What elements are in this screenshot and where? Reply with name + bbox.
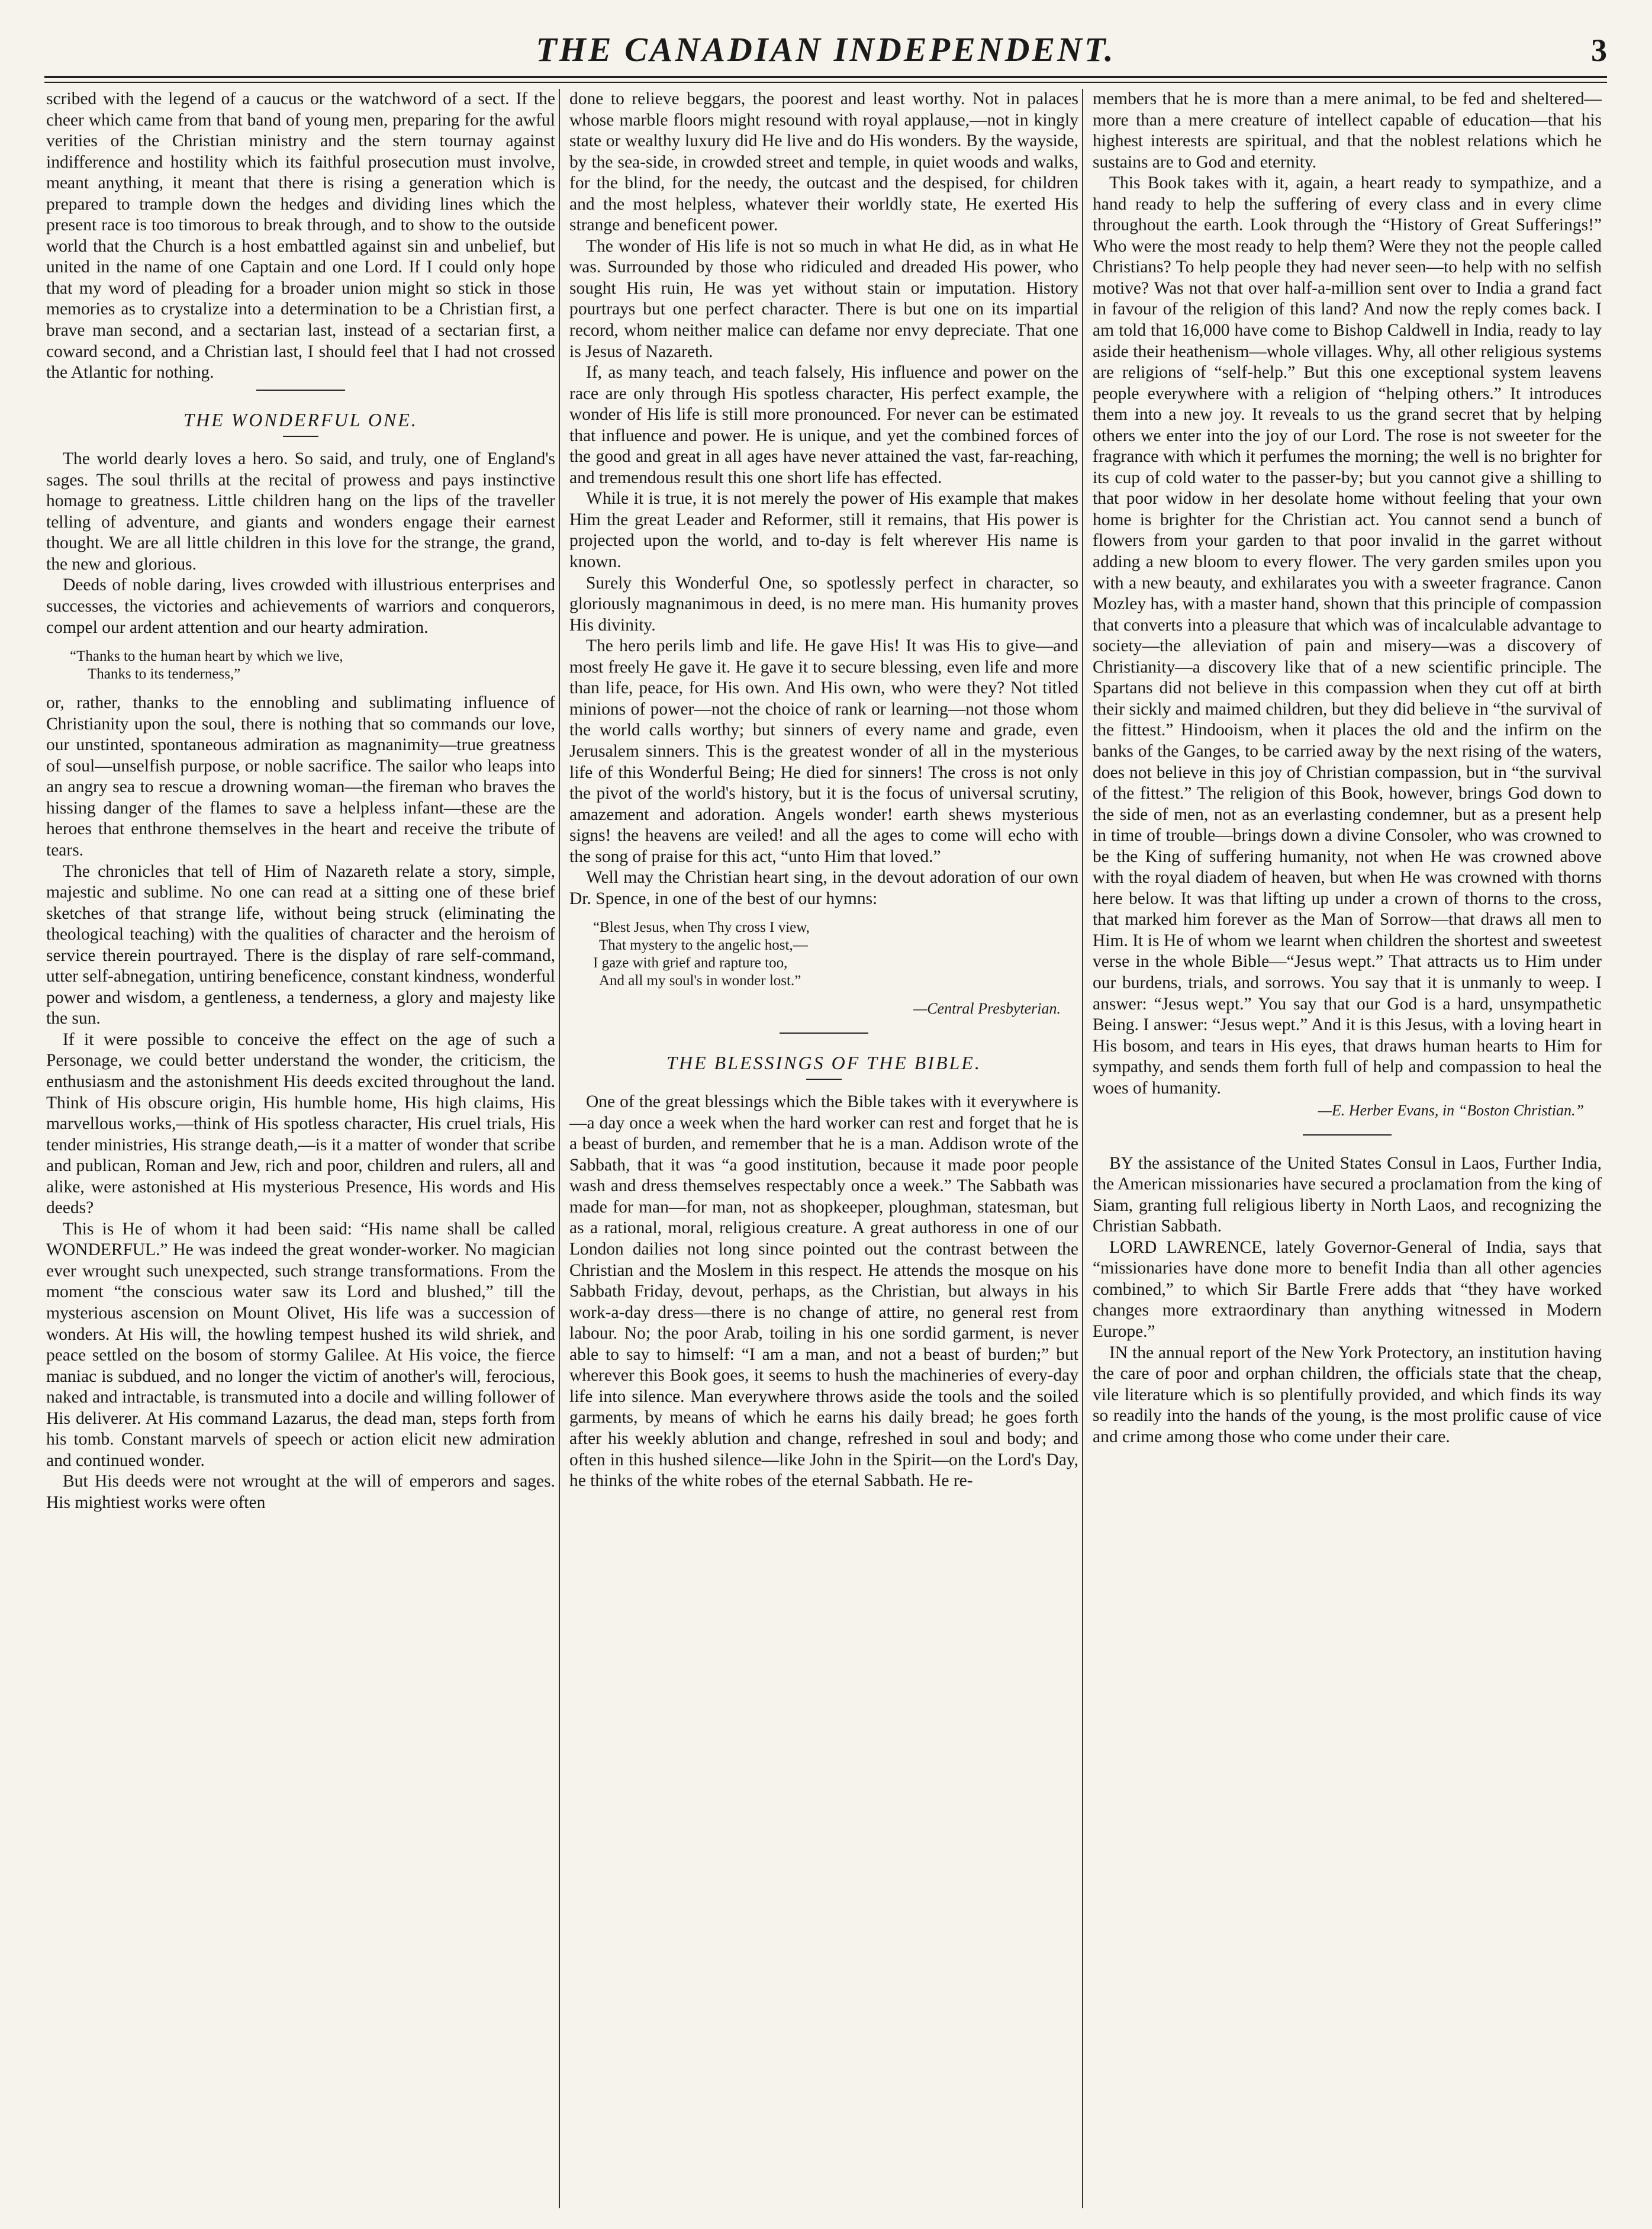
masthead <box>44 24 1607 71</box>
paragraph: But His deeds were not wrought at the will of emperors and sages. His mightiest works were often <box>46 1472 555 1512</box>
quotation <box>70 648 555 683</box>
paragraph: The world dearly loves a hero. So said, and truly, one of England's sages. The soul thrills at the recital of prowess and pays instinctive homage to greatness. Little children hang on the lips of the traveller telling of adventure, and giants and wonders engage their earnest thought. We are all little children in this love for the strange, the grand, the new and glorious. <box>46 449 555 574</box>
hymn-line: And all my soul's in wonder lost.” <box>599 973 801 989</box>
section-rule <box>1303 1134 1392 1136</box>
paragraph: If it were possible to conceive the effect on the age of such a Personage, we could better understand the wonder, the criticism, the enthusiasm and the astonishment His deeds excited throughout the land. Think of His obscure origin, His humble home, His high claims, His marvellous works,—think of His spotless character, His cruel trials, His tender ministries, His strange death,—is it a matter of wonder that scribe and publican, Roman and Jew, rich and poor, children and rulers, all and alike, were astonished at His mysterious Presence, His words and His deeds? <box>46 1030 555 1218</box>
article-heading: THE WONDERFUL ONE. <box>183 409 418 430</box>
paragraph: Surely this Wonderful One, so spotlessly perfect in character, so gloriously magnanimous in deed, is no mere man. His humanity proves His divinity. <box>569 573 1078 635</box>
news-item: LORD LAWRENCE, lately Governor-General of India, says that “missionaries have done more to benefit India than all other agencies combined,” to which Sir Bartle Frere adds that “they have worked changes more extraordinary than anything witnessed in Modern Europe.” <box>1093 1237 1602 1341</box>
article-continuation: done to relieve beggars, the poorest and least worthy. Not in palaces whose marble floors might resound with royal applause,—not in kingly state or wealthy luxury did He live and do His wonders. By the wayside, by the sea-side, in crowded street and temple, in quiet woods and walks, for the blind, for the needy, the outcast and the despised, for children and the most helpless, whatever their worldly state, He exerted His strange and beneficent power. <box>569 89 1078 235</box>
hymn-quotation <box>593 919 1078 990</box>
paragraph: This Book takes with it, again, a heart ready to sympathize, and a hand ready to help the suffering of every class and in every clime throughout the earth. Look through the “History of Great Sufferings!” Who were the most ready to help them? Were they not the people called Christians? To help people they had never seen—to help with no selfish motive? Was not that over half-a-million sent over to India a grand fact in favour of the religion of this land? And now the reply comes back. I am told that 16,000 have come to Bishop Caldwell in India, ready to lay aside their heathenism—whole villages. Why, all other religious systems are religions of “self-help.” But this one exceptional system leavens people everywhere with a religion of “helping others.” It introduces them into a new joy. It reveals to us the grand secret that by helping others we enter into the joy of our Lord. The rose is not sweeter for the fragrance with which it perfumes the morning; the well is no brighter for its cup of cold water to the passer-by; but you cannot give a shilling to that poor widow in her desolate home without feeling that your own home is brighter for the Christian act. You cannot send a bunch of flowers from your garden to that poor invalid in the garret without adding a new bloom to every flower. The very garden smiles upon you with a new beauty, and exhilarates you with a sweeter fragrance. Canon Mozley has, with a master hand, shown that this principle of compassion that converts into a pleasure that which was of incalculable advantage to society—the alleviation of pain and misery—was a discovery of Christianity—a discovery like that of a new scientific principle. The Spartans did not believe in this compassion when they cut off at birth their sickly and maimed children, but they did believe in “the survival of the fittest.” Hindooism, when it places the old and the infirm on the banks of the Ganges, to be carried away by the next rising of the waters, does not believe in this joy of Christian compassion, but in “the survival of the fittest.” The religion of this Book, however, brings God down to the side of men, not as an everlasting condemner, but as a present help in time of trouble—brings down a divine Consoler, who was crowned to be the King of suffering humanity, not when He was crowned above with the royal diadem of heaven, but when He was crowned with thorns here below. It was that lifting up under a crown of thorns to the cross, that marked him forever as the Man of Sorrow—that draws all men to Him. It is He of whom we learnt when children the shortest and sweetest verse in the whole Bible—“Jesus wept.” That attracts us to Him under our burdens, trials, and sorrows. You say that it is unmanly to weep. I answer: “Jesus wept.” You say that our God is a hard, unsympathetic Being. I answer: “Jesus wept.” And it is this Jesus, with a loving heart in His bosom, and tears in His eyes, that draws human hearts to Him for sympathy, and sends them forth full of help and compassion to heal the woes of humanity. <box>1093 173 1602 1098</box>
article-heading: THE BLESSINGS OF THE BIBLE. <box>666 1051 981 1073</box>
paragraph: Deeds of noble daring, lives crowded with illustrious enterprises and successes, the victories and achievements of warriors and conquerors, compel our ardent attention and our hearty admiration. <box>46 575 555 637</box>
quotation-line: “Thanks to the human heart by which we live, <box>70 648 343 665</box>
column-divider <box>559 89 560 2208</box>
section-rule <box>256 390 345 391</box>
hymn-line: That mystery to the angelic host,— <box>599 937 808 954</box>
paragraph: One of the great blessings which the Bible takes with it everywhere is—a day once a week when the hard worker can rest and forget that he is a beast of burden, and remember that he is a man. Addison wrote of the Sabbath, that it was “a good institution, because it made poor people wash and dress themselves respectably once a week.” The Sabbath was made for man—for man, not as shopkeeper, ploughman, statesman, but as a rational, moral, religious creature. A great authoress in one of our London dailies not long since pointed out the contrast between the Christian and the Moslem in this respect. He attends the mosque on his Sabbath Friday, devout, perhaps, as the Christian, but always in his work-a-day dress—there is no change of attire, no general rest from labour. No; the poor Arab, toiling in his one sordid garment, is never able to say to himself: “I am a man, and not a beast of burden;” but wherever this Book goes, it seems to hush the machineries of every-day life into silence. Man everywhere throws aside the tools and the soiled garments, by means of which he earns his daily bread; he goes forth after his weekly ablution and change, refreshed in soul and body; and often in this hushed silence—like John in the Spirit—on the Lord's Day, he thinks of the white robes of the eternal Sabbath. He re- <box>569 1092 1078 1491</box>
column-3 <box>1093 89 1602 2208</box>
quotation-line: Thanks to its tenderness,” <box>88 666 241 683</box>
paragraph: The chronicles that tell of Him of Nazareth relate a story, simple, majestic and sublime. No one can read at a sitting one of these brief sketches of that strange life, without being struck (eliminating the theological teaching) with the qualities of character and the heroism of service therein pourtrayed. There is the display of rare self-command, utter self-abnegation, untiring beneficence, constant kindness, wonderful power and wisdom, a gentleness, a tenderness, a glory and majesty like the sun. <box>46 861 555 1028</box>
newspaper-title: THE CANADIAN INDEPENDENT. <box>536 30 1116 69</box>
source-attribution: —E. Herber Evans, in “Boston Christian.” <box>1318 1102 1584 1120</box>
paragraph: The hero perils limb and life. He gave His! It was His to give—and most freely He gave it. He gave it to secure blessing, even life and more than life, peace, for His own. And His own, who were they? Not titled minions of power—not the choice of rank or learning—not those whom the world calls worthy; but sinners of every name and grade, even Jerusalem sinners. This is the greatest wonder of all in the mysterious life of this Wonderful Being; He died for sinners! The cross is not only the pivot of the world's history, but it is the focus of universal scrutiny, amazement and adoration. Angels wonder! earth shews mysterious signs! the heavens are veiled! and all the ages to come will echo with the song of praise for this act, “unto Him that loved.” <box>569 636 1078 866</box>
news-item: BY the assistance of the United States Consul in Laos, Further India, the American missionaries have secured a proclamation from the king of Siam, granting full religious liberty in North Laos, and recognizing the Christian Sabbath. <box>1093 1153 1602 1236</box>
paragraph: The wonder of His life is not so much in what He did, as in what He was. Surrounded by those who ridiculed and dreaded His power, who sought His ruin, He was yet without stain or imputation. History pourtrays but one perfect character. There is but one on its impartial record, whom neither malice can defame nor envy depreciate. That one is Jesus of Nazareth. <box>569 236 1078 361</box>
heading-rule <box>806 1079 842 1080</box>
heading-rule <box>283 436 318 437</box>
column-2 <box>569 89 1078 2208</box>
paragraph: This is He of whom it had been said: “His name shall be called WONDERFUL.” He was indeed the great wonder-worker. No magician ever wrought such unexpected, such strange transformations. From the moment “the conscious water saw its Lord and blushed,” till the mysterious ascension on Mount Olivet, His life was a succession of wonders. At His will, the howling tempest hushed its wild shriek, and peace settled on the bosom of stormy Galilee. At His voice, the fierce maniac is subdued, and no longer the victim of another's will, ferocious, naked and intractable, is transmuted into a docile and willing follower of His deliverer. At His command Lazarus, the dead man, steps forth from his tomb. Constant marvels of speech or action elicit new admiration and continued wonder. <box>46 1219 555 1470</box>
paragraph: Well may the Christian heart sing, in the devout adoration of our own Dr. Spence, in one of the best of our hymns: <box>569 868 1078 908</box>
column-divider <box>1082 89 1083 2208</box>
paragraph: If, as many teach, and teach falsely, His influence and power on the race are only through His spotless character, His perfect example, the wonder of His life is still more pronounced. For never can be estimated that influence and power. He is unique, and yet the combined forces of the good and great in all ages have never attained the vast, far-reaching, and tremendous result this one short life has effected. <box>569 363 1078 487</box>
section-rule <box>780 1033 868 1034</box>
paragraph: or, rather, thanks to the ennobling and sublimating influence of Christianity upon the soul, there is nothing that so commands our love, our unstinted, spontaneous admiration as magnanimity—true greatness of soul—unselfish purpose, or noble sacrifice. The sailor who leaps into an angry sea to rescue a drowning woman—the fireman who braves the hissing danger of the flames to save a helpless infant—these are the heroes that enthrone themselves in the heart and receive the tribute of tears. <box>46 693 555 860</box>
header-rule-thin <box>44 82 1607 83</box>
article-continuation: members that he is more than a mere animal, to be fed and sheltered—more than a mere creature of intellect capable of education—that his highest interests are spiritual, and that the noblest relations which he sustains are to God and eternity. <box>1093 89 1602 172</box>
hymn-line: “Blest Jesus, when Thy cross I view, <box>593 919 810 936</box>
header-rule <box>44 76 1607 78</box>
column-1 <box>46 89 555 2208</box>
news-item: IN the annual report of the New York Protectory, an institution having the care of poor and orphan children, the officials state that the cheap, vile literature which is so plentifully provided, and which finds its way so readily into the hands of the young, is the most prolific cause of vice and crime among those who come under their care. <box>1093 1343 1602 1446</box>
source-attribution: —Central Presbyterian. <box>913 1000 1061 1018</box>
paragraph: While it is true, it is not merely the power of His example that makes Him the great Leader and Reformer, still it remains, that His power is projected upon the world, and to-day is felt wherever His name is known. <box>569 489 1078 572</box>
page-number: 3 <box>1591 33 1607 68</box>
article-continuation: scribed with the legend of a caucus or the watchword of a sect. If the cheer which came from that band of young men, preparing for the awful verities of the Christian ministry and the stern tournay against indifference and hostility which its faithful prosecution must involve, meant anything, it meant that there is rising a generation which is prepared to trample down the hedges and dividing lines which the present race is too timorous to break through, and to show to the outside world that the Church is a host embattled against sin and unbelief, but united in the name of one Captain and one Lord. If I could only hope that my word of pleading for a broader union might so stick in those memories as to crystalize into a determination to be a Christian first, a brave man second, and a sectarian last, instead of a sectarian first, a coward second, and a Christian last, I should feel that I had not crossed the Atlantic for nothing. <box>46 89 555 382</box>
hymn-line: I gaze with grief and rapture too, <box>593 955 788 972</box>
